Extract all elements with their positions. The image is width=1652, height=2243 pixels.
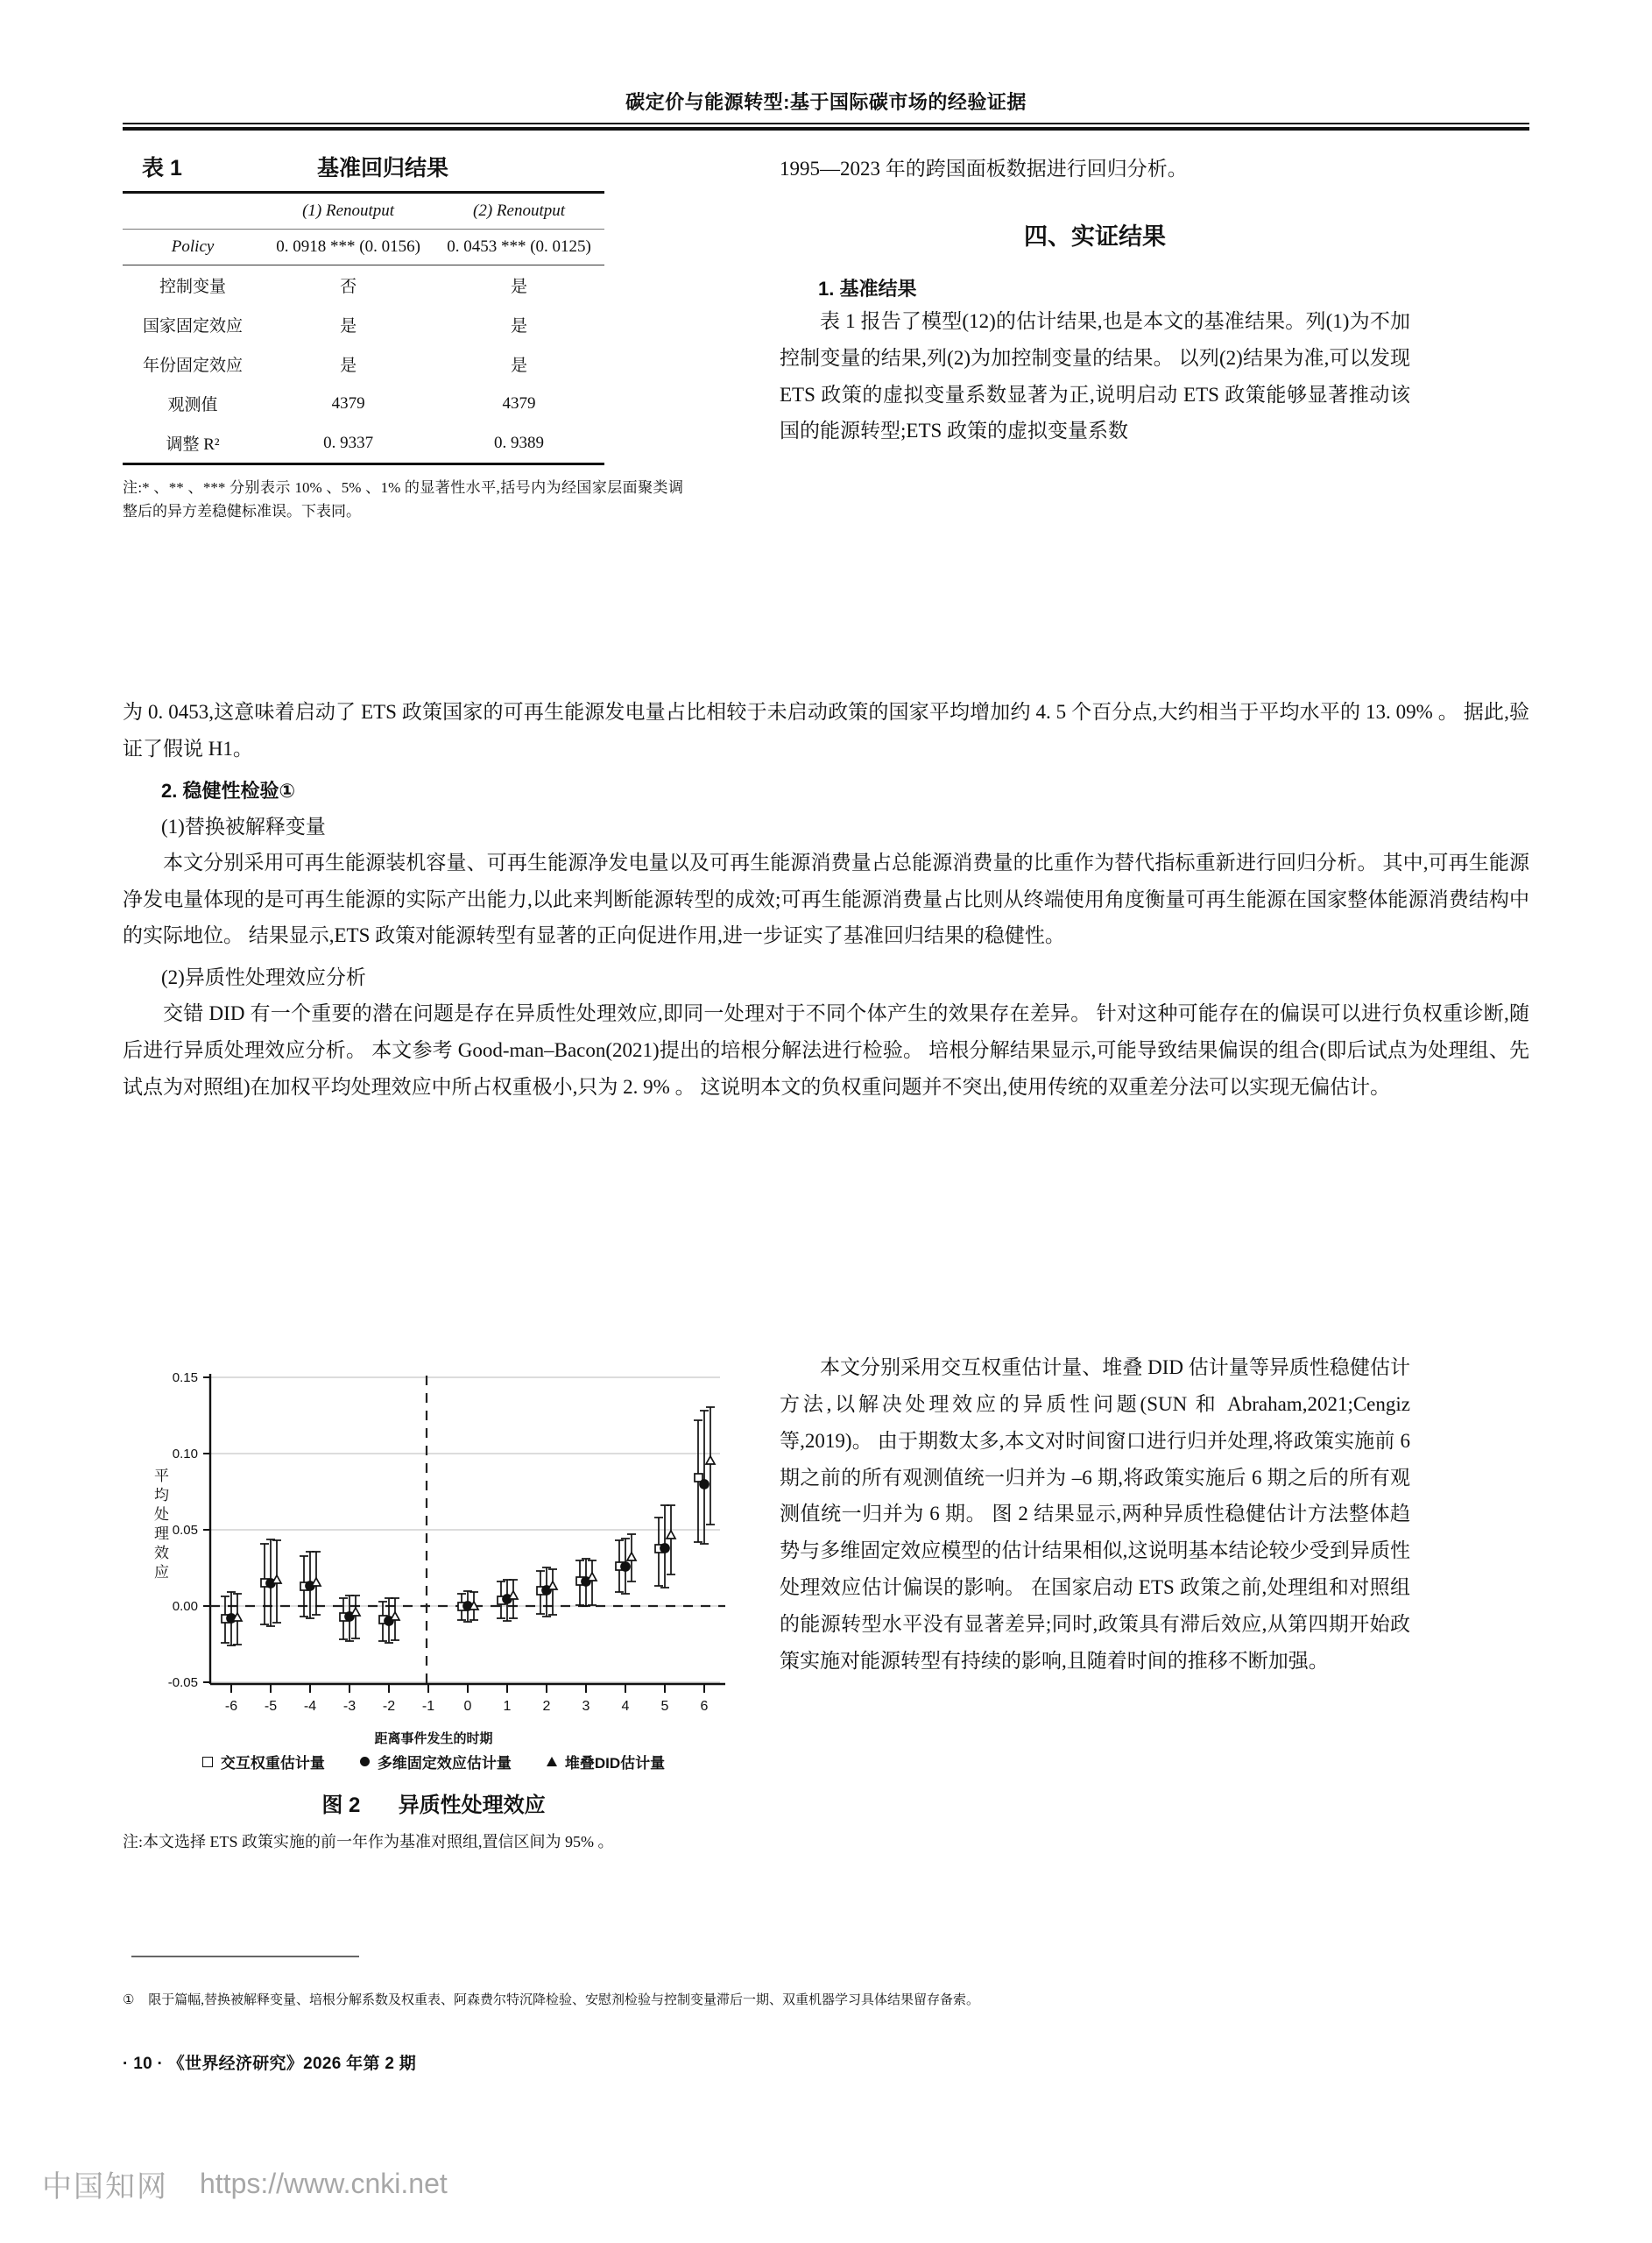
table-col-1: (1) Renoutput: [302, 202, 395, 220]
figure-title: 异质性处理效应: [398, 1794, 546, 1817]
y-tick-labels: [168, 1370, 210, 1690]
row-value-2: 是: [511, 317, 528, 336]
svg-text:2: 2: [542, 1699, 551, 1714]
row-value-1: 是: [340, 317, 357, 336]
figure-caption: [131, 1787, 736, 1818]
table-row: [123, 423, 604, 464]
paragraph-robustness: 本文分别采用可再生能源装机容量、可再生能源净发电量以及可再生能源消费量占总能源消费量的比重作为替代指标重新进行回归分析。 其中,可再生能源净发电量体现的是可再生能源的实际产出能力,以此来判断能源转型的成效;可再生能源消费量占比则从终端使用角度衡量可再生能源在国家整体能源消费结构中的实际地位。 结果显示,ETS 政策对能源转型有显著的正向促进作用,进一步证实了基准回归结果的稳健性。: [123, 851, 1529, 947]
row-value-2: 是: [511, 278, 528, 296]
table-col-0: [123, 193, 263, 230]
svg-text:1: 1: [503, 1699, 512, 1714]
paragraph-baseline-results: 表 1 报告了模型(12)的估计结果,也是本文的基准结果。列(1)为不加控制变量的结果,列(2)为加控制变量的结果。 以列(2)结果为准,可以发现 ETS 政策的虚拟变量系数显著为正,说明启动 ETS 政策能够显著推动该国的能源转型;ETS 政策的虚拟变量系数: [780, 309, 1410, 442]
section-heading: 四、实证结果: [1024, 223, 1166, 250]
paragraph-robust-estimators: 本文分别采用交互权重估计量、堆叠 DID 估计量等异质性稳健估计方法,以解决处理效应的异质性问题(SUN 和 Abraham,2021;Cengiz 等,2019)。 由于期数太多,本文对时间窗口进行归并处理,将政策实施前 6 期之前的所有观测值统一归并为 –6 期,将政策实施后 6 期之后的所有观测值统一归并为 6 期。 图 2 结果显示,两种异质性稳健估计方法整体趋势与多维固定效应模型的估计结果相似,这说明基本结论较少受到异质性处理效应估计偏误的影响。 在国家启动 ETS 政策之前,处理组和对照组的能源转型水平没有显著差异;同时,政策具有滞后效应,从第四期开始政策实施对能源转型有持续的影响,且随着时间的推移不断加强。: [780, 1356, 1410, 1672]
chart-legend: [131, 1751, 736, 1772]
regression-table: [123, 191, 604, 465]
x-tick-labels: [225, 1684, 709, 1714]
cnki-logo-text: 中国知网: [42, 2170, 168, 2204]
full-width-text-top: [123, 694, 1529, 1106]
row-label: 控制变量: [159, 278, 227, 296]
table-row: [123, 384, 604, 423]
footnote-separator: [131, 1956, 359, 1957]
svg-text:-0.05: -0.05: [167, 1675, 198, 1690]
svg-text:-1: -1: [421, 1699, 435, 1714]
subsection-heading-1: 1. 基准结果: [818, 277, 917, 300]
open-square-icon: [202, 1757, 213, 1767]
filled-circle-icon: [360, 1757, 370, 1766]
table-title: [123, 151, 727, 182]
legend-label: 多维固定效应估计量: [377, 1755, 512, 1772]
legend-label: 交互权重估计量: [220, 1755, 325, 1772]
gridlines: [210, 1377, 720, 1682]
estimate-group: [694, 1407, 715, 1544]
table-label: 表 1: [142, 156, 182, 180]
y-axis-title: [154, 1468, 169, 1581]
svg-text:理: 理: [154, 1525, 169, 1542]
row-label: 年份固定效应: [143, 357, 244, 375]
svg-text:0.00: 0.00: [172, 1599, 198, 1614]
table-note: 注:* 、** 、*** 分别表示 10% 、5% 、1% 的显著性水平,括号内为经国家层面聚类调整后的异方差稳健标准误。下表同。: [123, 479, 683, 520]
header-rule: [123, 123, 1529, 131]
svg-text:效: 效: [154, 1545, 169, 1561]
svg-text:0.15: 0.15: [172, 1370, 198, 1385]
estimate-group: [457, 1591, 478, 1622]
footnote-text: 限于篇幅,替换被解释变量、培根分解系数及权重表、阿森费尔特沉降检验、安慰剂检验与控制变量滞后一期、双重机器学习具体结果留存备索。: [148, 1993, 979, 2007]
table-col-2: (2) Renoutput: [473, 202, 566, 220]
table-row: [123, 305, 604, 344]
svg-text:3: 3: [582, 1699, 590, 1714]
svg-text:5: 5: [660, 1699, 669, 1714]
running-head: 碳定价与能源转型:基于国际碳市场的经验证据: [625, 91, 1027, 113]
paragraph-did-heterogeneity: 交错 DID 有一个重要的潜在问题是存在异质性处理效应,即同一处理对于不同个体产生的效果存在差异。 针对这种可能存在的偏误可以进行负权重诊断,随后进行异质处理效应分析。 本文参考 Good-man–Bacon(2021)提出的培根分解法进行检验。 培根分解结果显示,可能导致结果偏误的组合(即后试点为处理组、先试点为对照组)在加权平均处理效应中所占权重极小,只为 2. 9% 。 这说明本文的负权重问题并不突出,使用传统的双重差分法可以实现无偏估计。: [123, 1002, 1529, 1099]
footnote: [123, 1991, 1542, 2011]
estimate-group: [378, 1598, 399, 1643]
table-row: [123, 230, 604, 265]
sub-item-heterogeneous-effects: (2)异质性处理效应分析: [161, 966, 366, 989]
estimate-group: [221, 1592, 242, 1645]
row-value-1: 是: [340, 357, 357, 375]
estimate-group: [575, 1559, 597, 1606]
subsection-heading-2: 2. 稳健性检验①: [161, 779, 296, 802]
svg-text:处: 处: [154, 1506, 169, 1523]
legend-item-1: [360, 1751, 512, 1772]
svg-text:0.10: 0.10: [172, 1447, 198, 1461]
row-value-1: 4379: [331, 393, 365, 413]
svg-text:-5: -5: [264, 1699, 278, 1714]
row-label: 国家固定效应: [143, 317, 244, 336]
sub-item-replace-dep-var: (1)替换被解释变量: [161, 815, 326, 838]
event-study-plot: [131, 1349, 736, 1717]
svg-text:应: 应: [154, 1564, 169, 1581]
row-value-2: 4379: [502, 393, 536, 413]
table-header-row: [123, 193, 604, 230]
row-value-1: 否: [340, 278, 357, 296]
estimate-group: [260, 1539, 281, 1626]
row-value-1: 0. 9337: [323, 433, 374, 452]
legend-item-2: [547, 1751, 665, 1772]
table-1-block: [123, 151, 727, 523]
svg-text:-2: -2: [382, 1699, 396, 1714]
figure-2-chart: [131, 1349, 736, 1717]
row-label: 观测值: [167, 396, 218, 414]
svg-text:-6: -6: [224, 1699, 238, 1714]
row-label: 调整 R²: [166, 435, 220, 454]
figure-label: 图 2: [321, 1794, 361, 1817]
row-value-2: 是: [511, 357, 528, 375]
table-row: [123, 265, 604, 306]
footnote-marker: ①: [123, 1993, 135, 2007]
cnki-watermark: [42, 2162, 448, 2205]
estimate-group: [654, 1505, 675, 1588]
figure-note: 注:本文选择 ETS 政策实施的前一年作为基准对照组,置信区间为 95% 。: [123, 1833, 614, 1850]
row-value-2: 0. 9389: [494, 433, 545, 452]
table-caption: 基准回归结果: [317, 156, 449, 180]
svg-text:均: 均: [154, 1487, 169, 1504]
row-value-1: 0. 0918 *** (0. 0156): [276, 237, 420, 256]
legend-label: 堆叠DID估计量: [564, 1755, 666, 1772]
svg-text:-3: -3: [342, 1699, 357, 1714]
estimate-group: [536, 1567, 557, 1617]
svg-text:平: 平: [154, 1468, 169, 1484]
right-column-top: [780, 151, 1410, 449]
table-row: [123, 344, 604, 384]
continuation-paragraph: 1995—2023 年的跨国面板数据进行回归分析。: [780, 158, 1188, 180]
estimate-group: [497, 1580, 518, 1621]
svg-text:0.05: 0.05: [172, 1523, 198, 1538]
estimate-group: [615, 1534, 636, 1594]
right-column-bottom: [780, 1349, 1410, 1680]
cnki-url[interactable]: https://www.cnki.net: [200, 2168, 448, 2199]
row-label: Policy: [171, 237, 215, 256]
legend-item-0: [202, 1751, 325, 1772]
svg-text:0: 0: [463, 1699, 472, 1714]
estimate-group: [300, 1552, 321, 1618]
open-triangle-icon: [547, 1757, 557, 1766]
svg-text:6: 6: [700, 1699, 709, 1714]
estimate-group: [339, 1596, 360, 1641]
x-axis-title: 距离事件发生的时期: [374, 1731, 493, 1746]
paragraph-effect-size: 为 0. 0453,这意味着启动了 ETS 政策国家的可再生能源发电量占比相较于未启动政策的国家平均增加约 4. 5 个百分点,大约相当于平均水平的 13. 09% 。 据此,验证了假说 H1。: [123, 701, 1529, 760]
svg-text:4: 4: [621, 1699, 630, 1714]
row-value-2: 0. 0453 *** (0. 0125): [447, 237, 591, 256]
svg-text:-4: -4: [303, 1699, 317, 1714]
page-folio: · 10 · 《世界经济研究》2026 年第 2 期: [123, 2055, 417, 2073]
